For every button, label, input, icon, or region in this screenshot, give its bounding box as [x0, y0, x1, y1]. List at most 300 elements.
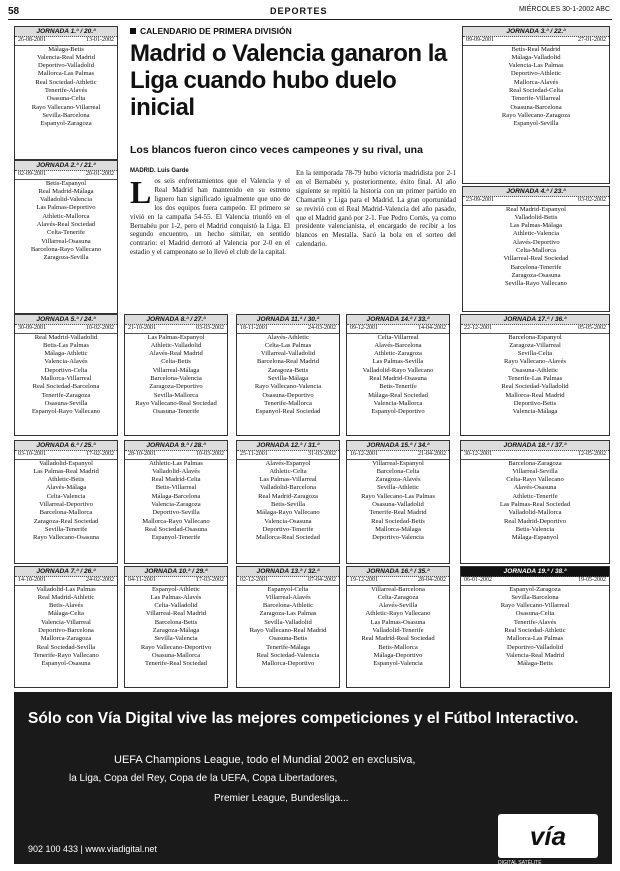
second-leg-date: 03-02-2002: [578, 197, 606, 203]
fixture-row: Valladolid-Alavés: [152, 467, 200, 475]
fixture-row: Rayo Vallecano-Villarreal: [500, 602, 570, 610]
fixture-row: Real Madrid-Deportivo: [503, 517, 567, 525]
fixture-row: Valencia-Alavés: [44, 358, 88, 366]
second-leg-date: 24-02-2002: [86, 577, 114, 583]
fixture-row: Las Palmas-Real Sociedad: [499, 500, 571, 508]
jornada-dates: [15, 451, 117, 460]
fixture-row: Zaragoza-Deportivo: [149, 383, 203, 391]
fixture-row: Deportivo-Valladolid: [37, 62, 95, 70]
dropcap: L: [130, 177, 152, 210]
second-leg-date: 27-01-2002: [578, 37, 606, 43]
first-leg-date: 02-09-2001: [18, 171, 46, 177]
fixture-row: Espanyol-Athletic: [152, 585, 200, 593]
header-rule: [8, 19, 612, 20]
fixture-row: Valencia-Mallorca: [373, 399, 423, 407]
ad-line-2: UEFA Champions League, todo el Mundial 2002 en exclusiva,: [114, 754, 416, 766]
jornada-title: JORNADA 16.ª / 35.ª: [347, 567, 449, 577]
jornada-dates: [15, 325, 117, 334]
fixture-row: Real Sociedad-Celta: [508, 86, 563, 94]
fixture-row: Valladolid-Las Palmas: [36, 585, 96, 593]
fixture-row: Real Madrid-Celta: [151, 476, 201, 484]
jornada-dates: [125, 451, 227, 460]
fixture-row: Barcelona-Tenerife: [510, 263, 562, 271]
article-kicker: [130, 26, 292, 36]
fixture-row: Las Palmas-Real Madrid: [33, 467, 99, 475]
fixture-row: Málaga-Real Sociedad: [368, 391, 428, 399]
second-leg-date: 24-03-2002: [308, 325, 336, 331]
jornada-table: [236, 440, 340, 564]
jornada-title: JORNADA 8.ª / 27.ª: [125, 315, 227, 325]
fixture-row: Zaragoza-Villarreal: [509, 341, 561, 349]
fixture-row: Sevilla-Valencia: [154, 635, 198, 643]
fixture-row: Málaga-Valladolid: [511, 53, 561, 61]
fixture-row: Valencia-Osasuna: [264, 517, 312, 525]
fixture-row: Deportivo-Athletic: [510, 70, 562, 78]
fixture-row: Villarreal-Real Sociedad: [503, 255, 569, 263]
first-leg-date: 09-09-2001: [466, 37, 494, 43]
fixture-row: Tenerife-Málaga: [266, 643, 310, 651]
jornada-dates: [347, 577, 449, 586]
fixture-row: Barcelona-Athletic: [262, 602, 314, 610]
fixture-row: Osasuna-Sevilla: [44, 399, 88, 407]
jornada-table: [14, 160, 118, 314]
fixture-row: Betis-Mallorca: [378, 643, 418, 651]
fixture-row: Las Palmas-Málaga: [509, 222, 563, 230]
fixture-row: Valladolid-Valencia: [40, 196, 92, 204]
fixture-row: Zaragoza-Las Palmas: [259, 610, 317, 618]
fixture-row: Betis-Valencia: [515, 525, 555, 533]
fixture-row: Mallorca-Las Palmas: [506, 635, 564, 643]
fixture-row: Zaragoza-Osasuna: [511, 271, 561, 279]
second-leg-date: 31-03-2002: [308, 451, 336, 457]
fixture-row: Sevilla-Barcelona: [511, 593, 559, 601]
fixture-row: Deportivo-Celta: [44, 366, 88, 374]
fixture-row: Celta-Valencia: [46, 492, 86, 500]
jornada-dates: [237, 325, 339, 334]
fixture-row: Barcelona-Mallorca: [39, 509, 93, 517]
first-leg-date: 18-11-2001: [240, 325, 268, 331]
fixture-row: Espanyol-Osasuna: [41, 660, 91, 668]
fixture-row: Espanyol-Celta: [267, 585, 309, 593]
fixture-row: Sevilla-Celta: [517, 350, 553, 358]
jornada-title: JORNADA 10.ª / 29.ª: [125, 567, 227, 577]
jornada-title: JORNADA 9.ª / 28.ª: [125, 441, 227, 451]
fixture-row: Deportivo-Betis: [513, 399, 557, 407]
fixture-row: Betis-Villarreal: [155, 484, 197, 492]
fixture-row: Real Sociedad-Barcelona: [32, 383, 100, 391]
first-leg-date: 03-10-2001: [18, 451, 46, 457]
jornada-table: [124, 566, 228, 688]
fixture-row: Málaga-Espanyol: [511, 534, 559, 542]
fixture-row: Barcelona-Valencia: [150, 374, 202, 382]
fixture-row: Athletic-Rayo Vallecano: [365, 610, 431, 618]
fixture-row: Sevilla-Málaga: [267, 374, 309, 382]
jornada-table: [462, 26, 610, 184]
second-leg-date: 05-05-2002: [578, 325, 606, 331]
fixture-row: Espanyol-Tenerife: [151, 534, 201, 542]
fixture-row: Celta-Las Palmas: [264, 341, 312, 349]
jornada-table: [14, 26, 118, 160]
fixture-row: Real Madrid-Athletic: [37, 593, 95, 601]
second-leg-date: 17-02-2002: [86, 451, 114, 457]
jornada-dates: [461, 325, 609, 334]
fixture-row: Celta-Tenerife: [47, 229, 85, 237]
fixture-row: Betis-Tenerife: [379, 383, 417, 391]
second-leg-date: 28-04-2002: [418, 577, 446, 583]
fixture-row: Celta-Mallorca: [516, 246, 556, 254]
fixture-row: Valladolid-Tenerife: [372, 626, 424, 634]
fixture-row: Valencia-Real Madrid: [36, 53, 96, 61]
fixture-row: Espanyol-Deportivo: [371, 408, 425, 416]
fixture-row: Mallorca-Villarreal: [40, 374, 92, 382]
first-leg-date: 23-09-2001: [466, 197, 494, 203]
fixture-row: Barcelona-Zaragoza: [508, 459, 562, 467]
fixture-row: Espanyol-Zaragoza: [509, 585, 561, 593]
fixture-row: Real Madrid-Zaragoza: [258, 492, 318, 500]
first-leg-date: 25-11-2001: [240, 451, 268, 457]
fixture-row: Alavés-Athletic: [267, 333, 309, 341]
fixture-row: Osasuna-Celta: [46, 95, 86, 103]
fixture-row: Deportivo-Sevilla: [152, 509, 200, 517]
fixture-row: Málaga-Rayo Vallecano: [256, 509, 320, 517]
jornada-title: JORNADA 15.ª / 34.ª: [347, 441, 449, 451]
fixture-row: Osasuna-Mallorca: [151, 651, 201, 659]
fixture-row: Alavés-Sevilla: [378, 602, 418, 610]
fixture-row: Málaga-Deportivo: [373, 651, 423, 659]
jornada-table: [124, 440, 228, 564]
jornada-dates: [125, 325, 227, 334]
jornada-dates: [15, 37, 117, 46]
fixture-row: Rayo Vallecano-Villarreal: [31, 103, 101, 111]
fixture-row: Tenerife-Alavés: [44, 86, 88, 94]
second-leg-date: 14-04-2002: [418, 325, 446, 331]
fixture-row: Osasuna-Valladolid: [372, 500, 424, 508]
fixture-row: Alavés-Deportivo: [512, 238, 560, 246]
fixture-row: Villarreal-Alavés: [265, 593, 311, 601]
jornada-dates: [347, 451, 449, 460]
second-leg-date: 10-03-2002: [196, 451, 224, 457]
second-leg-date: 19-05-2002: [578, 577, 606, 583]
fixture-row: Real Sociedad-Sevilla: [36, 643, 96, 651]
jornada-table: [236, 314, 340, 436]
fixture-row: Barcelona-Espanyol: [508, 333, 562, 341]
fixture-row: Alavés-Real Madrid: [149, 350, 203, 358]
kicker-text: CALENDARIO DE PRIMERA DIVISIÓN: [140, 26, 292, 36]
fixture-row: Real Madrid-Málaga: [38, 187, 94, 195]
fixture-row: Mallorca-Rayo Vallecano: [142, 517, 210, 525]
fixture-row: Mallorca-Deportivo: [261, 660, 315, 668]
first-leg-date: 06-01-2002: [464, 577, 492, 583]
fixture-row: Valencia-Villarreal: [41, 618, 91, 626]
fixture-row: Villarreal-Real Madrid: [145, 610, 207, 618]
fixture-row: Espanyol-Rayo Vallecano: [31, 408, 101, 416]
fixture-row: Osasuna-Tenerife: [152, 408, 200, 416]
first-leg-date: 30-09-2001: [18, 325, 46, 331]
fixture-row: Betis-Sevilla: [270, 500, 306, 508]
jornada-title: JORNADA 2.ª / 21.ª: [15, 161, 117, 171]
second-leg-date: 17-03-2002: [196, 577, 224, 583]
jornada-dates: [463, 197, 609, 206]
fixture-row: Tenerife-Real Sociedad: [145, 660, 207, 668]
jornada-title: JORNADA 6.ª / 25.ª: [15, 441, 117, 451]
fixture-row: Sevilla-Valladolid: [264, 618, 312, 626]
fixture-row: Betis-Real Madrid: [511, 45, 561, 53]
jornada-title: JORNADA 14.ª / 33.ª: [347, 315, 449, 325]
fixture-row: Villarreal-Sevilla: [512, 467, 558, 475]
ad-contact: 902 100 433 | www.viadigital.net: [28, 844, 157, 854]
fixture-row: Rayo Vallecano-Deportivo: [140, 643, 212, 651]
jornada-table: [124, 314, 228, 436]
second-leg-date: 13-01-2002: [86, 37, 114, 43]
second-leg-date: 21-04-2002: [418, 451, 446, 457]
jornada-table: [346, 314, 450, 436]
fixture-row: Mallorca-Real Madrid: [505, 391, 565, 399]
first-leg-date: 09-12-2001: [350, 325, 378, 331]
fixture-row: Real Madrid-Valladolid: [34, 333, 98, 341]
fixture-row: Betis-Alavés: [48, 602, 84, 610]
fixture-row: Espanyol-Sevilla: [513, 120, 559, 128]
fixture-row: Osasuna-Barcelona: [510, 103, 562, 111]
fixture-row: Mallorca-Real Sociedad: [256, 534, 320, 542]
jornada-dates: [237, 577, 339, 586]
fixture-row: Tenerife-Alavés: [513, 618, 557, 626]
fixture-row: Rayo Vallecano-Osasuna: [33, 534, 99, 542]
fixture-row: Deportivo-Valladolid: [506, 643, 564, 651]
fixture-row: Alavés-Barcelona: [374, 341, 422, 349]
first-leg-date: 28-10-2001: [128, 451, 156, 457]
fixture-row: Tenerife-Las Palmas: [507, 374, 563, 382]
fixture-row: Celta-Villarreal: [377, 333, 419, 341]
jornada-title: JORNADA 4.ª / 23.ª: [463, 187, 609, 197]
article-body-col2: [296, 169, 456, 309]
issue-date: MIÉRCOLES 30-1-2002 ABC: [518, 6, 610, 13]
article-body-col1: [130, 177, 290, 309]
fixture-row: Valencia-Zaragoza: [151, 500, 201, 508]
fixture-row: Athletic-Mallorca: [42, 212, 90, 220]
ad-line-3: la Liga, Copa del Rey, Copa de la UEFA, Copa Libertadores,: [69, 773, 338, 784]
fixture-row: Rayo Vallecano-Valencia: [254, 383, 322, 391]
fixture-row: Valladolid-Mallorca: [508, 509, 562, 517]
jornada-title: JORNADA 12.ª / 31.ª: [237, 441, 339, 451]
first-leg-date: 02-12-2001: [240, 577, 268, 583]
jornada-title: JORNADA 13.ª / 32.ª: [237, 567, 339, 577]
fixture-row: Málaga-Barcelona: [151, 492, 201, 500]
jornada-title: JORNADA 11.ª / 30.ª: [237, 315, 339, 325]
fixture-row: Villarreal-Espanyol: [372, 459, 424, 467]
fixture-row: Valencia-Real Madrid: [505, 651, 565, 659]
fixture-row: Deportivo-Barcelona: [38, 626, 94, 634]
jornada-table: [460, 566, 610, 688]
first-leg-date: 14-10-2001: [18, 577, 46, 583]
fixture-row: Osasuna-Athletic: [512, 366, 558, 374]
fixture-row: Real Madrid-Real Sociedad: [361, 635, 435, 643]
article-headline: Madrid o Valencia ganaron la Liga cuando hubo duelo inicial: [130, 40, 447, 121]
fixture-row: Deportivo-Tenerife: [262, 525, 314, 533]
fixture-row: Sevilla-Athletic: [377, 484, 419, 492]
fixture-row: Alavés-Málaga: [45, 484, 87, 492]
ad-tagline: DIGITAL SATÉLITE: [498, 860, 542, 864]
jornada-title: JORNADA 3.ª / 22.ª: [463, 27, 609, 37]
fixture-row: Athletic-Betis: [47, 476, 85, 484]
fixture-row: Villarreal-Deportivo: [39, 500, 93, 508]
fixture-row: Real Sociedad-Valladolid: [501, 383, 569, 391]
ad-headline: Sólo con Vía Digital vive las mejores competiciones y el Fútbol Interactivo.: [28, 710, 579, 727]
fixture-row: Barcelona-Celta: [376, 467, 420, 475]
jornada-table: [460, 440, 610, 564]
fixture-row: Zaragoza-Real Sociedad: [33, 517, 99, 525]
jornada-table: [346, 440, 450, 564]
jornada-dates: [15, 171, 117, 180]
fixture-row: Valladolid-Betis: [514, 213, 558, 221]
jornada-title: JORNADA 5.ª / 24.ª: [15, 315, 117, 325]
fixture-row: Zaragoza-Málaga: [152, 626, 200, 634]
fixture-row: Deportivo-Valencia: [372, 534, 424, 542]
fixture-row: Tenerife-Zaragoza: [41, 391, 91, 399]
fixture-row: Athletic-Valladolid: [150, 341, 202, 349]
via-logo: vía: [498, 814, 598, 858]
fixture-row: Alavés-Espanyol: [265, 459, 311, 467]
fixture-row: Real Madrid-Osasuna: [369, 374, 427, 382]
fixture-row: Tenerife-Villarreal: [511, 95, 561, 103]
fixture-row: Valencia-Las Palmas: [508, 62, 564, 70]
fixture-row: Sevilla-Tenerife: [44, 525, 88, 533]
fixture-row: Málaga-Athletic: [44, 350, 88, 358]
jornada-table: [14, 314, 118, 436]
fixture-row: Tenerife-Mallorca: [264, 399, 312, 407]
fixture-row: Real Sociedad-Betis: [371, 517, 425, 525]
fixture-row: Espanyol-Valencia: [373, 660, 423, 668]
fixture-row: Osasuna-Betis: [268, 635, 308, 643]
jornada-dates: [125, 577, 227, 586]
fixture-row: Villarreal-Osasuna: [41, 237, 91, 245]
fixture-row: Athletic-Las Palmas: [149, 459, 203, 467]
section-name: DEPORTES: [270, 6, 328, 16]
fixture-row: Zaragoza-Betis: [267, 366, 309, 374]
jornada-title: JORNADA 18.ª / 37.ª: [461, 441, 609, 451]
second-leg-date: 20-01-2002: [86, 171, 114, 177]
jornada-table: [462, 186, 610, 312]
first-leg-date: 22-12-2001: [464, 325, 492, 331]
fixture-row: Rayo Vallecano-Real Sociedad: [135, 399, 217, 407]
fixture-row: Barcelona-Rayo Vallecano: [30, 245, 102, 253]
fixture-row: Villarreal-Málaga: [152, 366, 200, 374]
fixture-row: Las Palmas-Alavés: [150, 593, 202, 601]
fixture-row: Real Sociedad-Athletic: [504, 626, 566, 634]
jornada-dates: [15, 577, 117, 586]
fixture-row: Villarreal-Valladolid: [260, 350, 316, 358]
fixture-row: Málaga-Celta: [48, 610, 84, 618]
first-leg-date: 19-12-2001: [350, 577, 378, 583]
fixture-row: Mallorca-Zaragoza: [40, 635, 92, 643]
second-leg-date: 12-05-2002: [578, 451, 606, 457]
fixture-row: Celta-Zaragoza: [377, 593, 419, 601]
fixture-row: Athletic-Tenerife: [512, 492, 558, 500]
fixture-row: Rayo Vallecano-Real Madrid: [249, 626, 327, 634]
fixture-row: Alavés-Real Sociedad: [36, 220, 96, 228]
fixture-row: Rayo Vallecano-Alavés: [504, 358, 566, 366]
fixture-row: Mallorca-Alavés: [513, 78, 559, 86]
jornada-table: [460, 314, 610, 436]
fixture-row: Real Sociedad-Athletic: [35, 78, 97, 86]
fixture-row: Valladolid-Espanyol: [39, 459, 93, 467]
fixture-row: Osasuna-Deportivo: [262, 391, 314, 399]
via-digital-ad: [14, 692, 612, 864]
jornada-table: [346, 566, 450, 688]
fixture-row: Athletic-Valencia: [512, 230, 560, 238]
jornada-title: JORNADA 7.ª / 26.ª: [15, 567, 117, 577]
fixture-row: Las Palmas-Osasuna: [370, 618, 426, 626]
jornada-title: JORNADA 19.ª / 38.ª: [461, 567, 609, 577]
fixture-row: Sevilla-Barcelona: [42, 111, 90, 119]
jornada-dates: [347, 325, 449, 334]
fixture-row: Sevilla-Rayo Vallecano: [505, 280, 567, 288]
fixture-row: Las Palmas-Espanyol: [147, 333, 205, 341]
fixture-row: Real Sociedad-Osasuna: [144, 525, 208, 533]
fixture-row: Sevilla-Mallorca: [153, 391, 199, 399]
first-leg-date: 21-10-2001: [128, 325, 156, 331]
second-leg-date: 10-02-2002: [86, 325, 114, 331]
first-leg-date: 26-08-2001: [18, 37, 46, 43]
second-leg-date: 03-03-2002: [196, 325, 224, 331]
fixture-row: Málaga-Betis: [517, 660, 553, 668]
fixture-row: Celta-Betis: [161, 358, 191, 366]
jornada-dates: [461, 577, 609, 586]
jornada-title: JORNADA 1.ª / 20.ª: [15, 27, 117, 37]
first-leg-date: 16-12-2001: [350, 451, 378, 457]
fixture-row: Osasuna-Celta: [515, 610, 555, 618]
fixture-row: Celta-Rayo Vallecano: [506, 476, 564, 484]
fixture-row: Zaragoza-Alavés: [375, 476, 421, 484]
fixture-row: Las Palmas-Villarreal: [259, 476, 317, 484]
fixture-row: Tenerife-Real Madrid: [369, 509, 427, 517]
fixture-row: Rayo Vallecano-Las Palmas: [361, 492, 435, 500]
fixture-row: Valladolid-Rayo Vallecano: [362, 366, 434, 374]
fixture-row: Real Madrid-Espanyol: [506, 205, 566, 213]
jornada-dates: [463, 37, 609, 46]
fixture-row: Valencia-Málaga: [512, 408, 558, 416]
second-leg-date: 07-04-2002: [308, 577, 336, 583]
jornada-dates: [237, 451, 339, 460]
fixture-row: Espanyol-Real Sociedad: [255, 408, 321, 416]
fixture-row: Zaragoza-Sevilla: [43, 254, 89, 262]
fixture-row: Betis-Las Palmas: [43, 341, 89, 349]
jornada-table: [236, 566, 340, 688]
fixture-row: Real Sociedad-Valencia: [256, 651, 320, 659]
fixture-row: Rayo Vallecano-Zaragoza: [501, 111, 571, 119]
fixture-row: Las Palmas-Sevilla: [372, 358, 424, 366]
jornada-title: JORNADA 17.ª / 36.ª: [461, 315, 609, 325]
fixture-row: Athletic-Zaragoza: [374, 350, 422, 358]
kicker-square-icon: [130, 28, 136, 34]
fixture-row: Málaga-Betis: [48, 45, 84, 53]
jornada-table: [14, 566, 118, 688]
jornada-table: [14, 440, 118, 564]
fixture-row: Villarreal-Barcelona: [371, 585, 425, 593]
fixture-row: Betis-Espanyol: [45, 179, 87, 187]
fixture-row: Barcelona-Real Madrid: [256, 358, 320, 366]
fixture-row: Tenerife-Rayo Vallecano: [33, 651, 99, 659]
first-leg-date: 30-12-2001: [464, 451, 492, 457]
fixture-row: Celta-Valladolid: [154, 602, 198, 610]
fixture-row: Mallorca-Málaga: [375, 525, 421, 533]
jornada-dates: [461, 451, 609, 460]
fixture-row: Espanyol-Zaragoza: [40, 120, 92, 128]
first-leg-date: 04-11-2001: [128, 577, 156, 583]
fixture-row: Alavés-Osasuna: [513, 484, 557, 492]
ad-line-4: Premier League, Bundesliga...: [214, 793, 349, 804]
article-byline: MADRID. Luis Garde: [130, 168, 189, 174]
fixture-row: Valladolid-Barcelona: [259, 484, 317, 492]
